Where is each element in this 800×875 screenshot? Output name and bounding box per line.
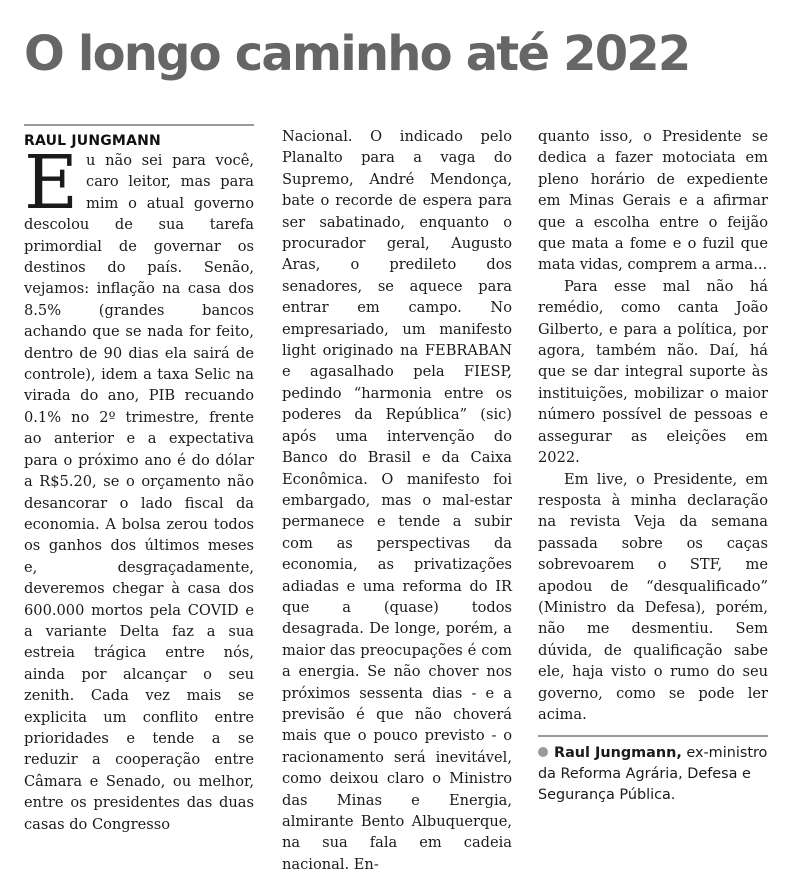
paragraph-5: Em live, o Presidente, em resposta à minha declaração na revista Veja da semana passada sobre os caças sobrevoarem o STF, me apodou de “desqualificado” (Ministro da Defesa), porém, não me desmentiu. Sem dúvida, de qualificação sabe ele, haja visto o rumo do seu governo, como se pode ler acima. <box>538 470 768 723</box>
byline: RAUL JUNGMANN <box>24 133 161 149</box>
paragraph-1-text: u não sei para você, caro leitor, mas para mim o atual governo descolou de sua tarefa primordial de governar os destinos do país. Senão, vejamos: inflação na casa dos 8.5% (grandes bancos achando que se nada for feito, dentro de 90 dias ela sairá de controle), idem a taxa Selic na virada do ano, PIB recuando 0.1% no 2º trimestre, frente ao anterior e a expectativa para o próximo ano é do dólar a R$5.20, se o orçamento não desancorar o lado fiscal da economia. A bolsa zerou todos os ganhos dos últimos meses e, desgraçadamente, deveremos chegar à casa dos 600.000 mortos pela COVID e a variante Delta faz a sua estreia trágica entre nós, ainda por alcançar o seu zenith. Cada vez mais se explicita um conflito entre prioridades e tende a se reduzir a cooperação entre Câmara e Senado, ou melhor, entre os presidentes das duas casas do Congresso <box>24 152 254 833</box>
bullet-icon <box>538 747 548 757</box>
author-bio <box>538 743 768 806</box>
column-1 <box>24 124 254 835</box>
author-bio-text: ex-ministro da Reforma Agrária, Defesa e Segurança Pública. <box>538 745 768 804</box>
headline: O longo caminho até 2022 <box>24 26 690 82</box>
column-3 <box>538 126 768 806</box>
bio-rule <box>538 735 768 737</box>
author-bio-name: Raul Jungmann, <box>554 745 682 762</box>
paragraph-4: Para esse mal não há remédio, como canta João Gilberto, e para a política, por agora, também não. Daí, há que se dar integral suporte às instituições, mobilizar o maior número possível de pessoas e assegurar as eleições em 2022. <box>538 277 768 467</box>
column-2 <box>282 126 512 875</box>
paragraph-2: Nacional. O indicado pelo Planalto para a vaga do Supremo, André Mendonça, bate o recorde de espera para ser sabatinado, enquanto o procurador geral, Augusto Aras, o predileto dos senadores, se aquece para entrar em campo. No empresariado, um manifesto light originado na FEBRABAN e agasalhado pela FIESP, pedindo “harmonia entre os poderes da República” (sic) após uma intervenção do Banco do Brasil e da Caixa Econômica. O manifesto foi embargado, mas o mal-estar permanece e tende a subir com as perspectivas da economia, as privatizações adiadas e uma reforma do IR que a (quase) todos desagrada. De longe, porém, a maior das preocupações é com a energia. Se não chover nos próximos sessenta dias - e a previsão é que não choverá mais que o pouco previsto - o racionamento será inevitável, como deixou claro o Ministro das Minas e Energia, almirante Bento Albuquerque, na sua fala em cadeia nacional. En- <box>282 128 512 873</box>
byline-rule <box>24 124 254 126</box>
drop-cap: E <box>24 140 79 226</box>
paragraph-3: quanto isso, o Presidente se dedica a fazer motociata em pleno horário de expediente em Minas Gerais e a afirmar que a escolha entre o feijão que mata a fome e o fuzil que mata vidas, comprem a arma... <box>538 128 768 274</box>
